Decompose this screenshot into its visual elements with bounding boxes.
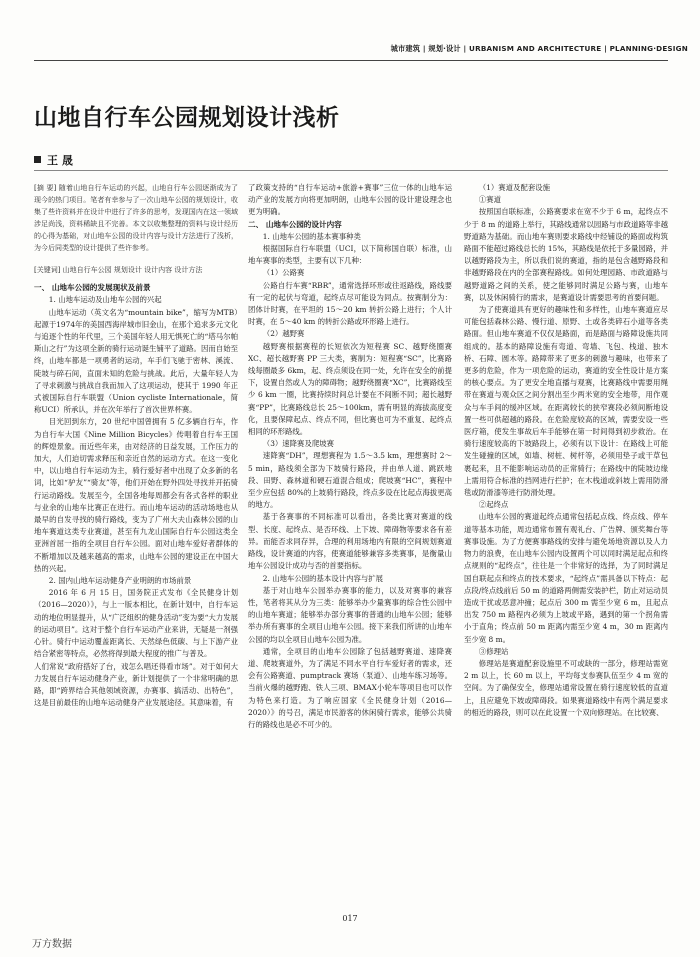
paragraph: 山地车运动（英文名为“mountain bike”，缩写为MTB）起源于1974年的美国西海岸城市旧金山，在那个追求多元文化与追逐个性的年代里，三个美国年轻人用无惧死亡的“塔马尔帕斯山之行”为这项全新的骑行运动诞生铺平了道路。因而自始至终，山地车都是一项勇者的运动，车手们飞驰于密林、溪流、陡坡与碎石间，直面未知的危险与挑战。此后，大量年轻人为了寻求刺激与挑战自我而加入了这项运动，使其于 1990 年正式被国际自行车联盟（Union cycliste Internationale，简称UCI）所承认，并在次年举行了首次世界杯赛。 [34,307,238,415]
page-number: 017 [342,914,358,923]
column-1 [34,182,238,709]
paragraph: 修理站是赛道配套设施里不可或缺的一部分，修理站需宽 2 m 以上，长 60 m 以上，平均每支参赛队伍至少 4 m 宽的空间。为了确保安全，修理站通常设置在骑行速度较低的直道上，且应避免下坡或障碍段。如果赛道路线中有两个满足要求的相近的路段，则可以在此设置一个双向修理站。在比较赛、 [464,658,668,717]
paragraph: ②起终点 [478,500,509,510]
column-1-body [34,282,238,709]
paragraph: （1）赛道及配套设施 [478,183,551,192]
paragraph: （2）越野赛 [262,329,305,339]
section-heading: 二、 山地车公园的设计内容 [248,219,342,229]
footer-watermark: 万方数据 [32,939,72,950]
author-square-icon [34,156,41,163]
paragraph: 目光回到东方，20 世纪中国曾拥有 5 亿多辆自行车，作为自行车大国《Nine Million Bicycles》传唱着自行车王国的辉煌景象。而近些年来，由对经济的日益发展，工作压力的加大，人们迫切需求释压和亲近自然的运动方式。在这一变化中，以山地自行车运动为主，骑行爱好者中出现了众多新的名词，比如“驴友”“骑友”等，他们开始在野外四处寻找并开拓骑行运动路线。发展至今，全国各地每周都会有各式各样的职业与业余的山地车比赛正在进行。而山地车运动的活动场地也从最早的自发寻找的骑行路线，变为了广州大夫山森林公园的山地车赛道这类专业赛道，甚至有九龙山国际自行车公园这类全亚洲首屈一指的全项目自行车公园。面对山地车爱好者群体的不断增加以及越来越高的需求，山地车公园的建设正在中国大热的兴起。 [34,417,238,573]
title-rule [34,170,668,171]
paragraph: （3）速降赛及爬坡赛 [262,439,335,449]
column-2 [248,182,452,731]
author-name: 王 晟 [47,154,73,167]
paragraph: 为了使赛道具有更好的趣味性和多样性，山地车赛道应尽可能包括森林公路、慢行道、原野、土或各类碎石小道等各类路面。但山地车赛道不仅仅是路面，而是路面与路障设施共同组成的。基本的路障设施有弯道、弯墙、飞包、栈道、独木桥、石障、圆木等。路障带来了更多的刺激与趣味，也带来了更多的危险，作为一项危险的运动，赛道的安全性设计是方案的核心要点。为了更安全地直播与观赛，比赛路线中需要用绳带在赛道与观众区之间分割出至少两米宽的安全地带，用作观众与车手间的缓冲区域。在距离较长的狭窄赛段必须间断地设置一些可供超越的路段。在危险度较高的区域，需要安设一些医疗箱，使发生事故后车手能够在第一时间得到初步救治。在骑行速度较高的下坡路段上，必须有以下设计：在路线上可能发生碰撞的区域，如墙、树桩、树杆等，必须用垫子或干草包裹起来，且不能影响运动员的正常骑行；在路线中的陡坡边缘上需用符合标准的挡网进行拦护；在木栈道或斜坡上需用防滑毯或防滑漆等进行防滑处理。 [464,305,668,498]
paragraph: （1）公路赛 [262,268,305,278]
paragraph: 了政策支持的“自行车运动+旅游+赛事”三位一体的山地车运动产业的发展方向将更加明朗，山地车公园的设计建设理念也更为明确。 [248,183,452,217]
paragraph: 公路自行车赛“RBR”，通常选择环形或往返路线，路线要有一定的起伏与弯道，起终点尽可能设为同点。按赛制分为：团体计时赛，在平坦的 15～20 km 转折公路上进行；个人计时赛，在 5～40 km 的转折公路或环形路上进行。 [248,280,452,327]
paragraph: 2. 山地车公园的基本设计内容与扩展 [262,573,384,583]
section-heading: 一、 山地车公园的发展现状及前景 [34,283,151,293]
column-3 [464,182,668,719]
paragraph: 2016 年 6 月 15 日，国务院正式发布《全民健身计划（2016—2020）》，与上一版本相比，在新计划中，自行车运动的地位明显提升，从“广泛组织的健身活动”变为要“大力发展的运动项目”。这对于整个自行车运动产业来讲，无疑是一剂强心针。骑行中运动覆盖距离长、天然绿色低碳、与上下游产业结合紧密等特点，必然将得到最大程度的推广与普及。 [34,588,238,659]
column-3-body [464,182,668,719]
author-line [34,152,73,168]
paragraph: ①赛道 [478,195,501,205]
paragraph: 基于各赛事的不同标准可以看出，各类比赛对赛道的线型、长度、起终点、是否环线、上下坡、障碍物等要求各有差异。而能否求同存异，合理的利用场地内有限的空间规划赛道路线，设计赛道的内容，使赛道能够兼容多类赛事，是衡量山地车公园设计成功与否的首要指标。 [248,512,452,571]
running-header: 城市建筑 | 规划·设计 | URBANISM AND ARCHITECTURE | PLANNING·DESIGN [390,44,688,53]
paragraph: ③修理站 [478,646,509,656]
paragraph: 1. 山地车公园的基本赛事种类 [262,231,361,241]
paragraph: 速降赛“DH”，理想赛程为 1.5～3.5 km，理想赛时 2～5 min，路线须全部为下坡骑行路段，并由单人道、跳跃地段、田野、森林道和硬石道混合组成；爬坡赛“HC”，赛程中至少应包括 80%的上坡骑行路段，终点多设在比起点海拔更高的地方。 [248,451,452,510]
column-2-body [248,182,452,731]
keywords: [关键词] 山地自行车公园 规划设计 设计内容 设计方法 [34,266,203,274]
paragraph: 越野赛根据赛程的长短依次为短程赛 SC、越野绕圈赛 XC、超长越野赛 PP 三大类，赛制为：短程赛“SC”，比赛路线每圈最多 6km，起、终点须设在同一处，允许在安全的前提下，设置自然或人为的障碍物；越野绕圈赛“XC”，比赛路线至少 6 km 一圈，比赛持续时间总计要在不间断不同；超长越野赛“PP”，比赛路线总长 25～100km，需有明显的海拔高度变化，且要保障起点、终点不同，但比赛也可为不重复、起终点相同的环形路线。 [248,341,452,437]
paragraph: 基于对山地车公园举办赛事的能力，以及对赛事的兼容性，笔者将其从分为三类：能够举办少量赛事的综合性公园中的山地车赛道；能够举办部分赛事的普通的山地车公园；能够举办所有赛事的全项目山地车公园。接下来我们所讲的山地车公园的均以全项目山地车公园为准。 [248,585,452,644]
paragraph: 人们常说“政府搭好了台，戏怎么唱还得看市场”。对于如何大力发展自行车运动健身产业，新计划提供了一个非常明确的思路，即“跨界结合其他领域资源，办赛事、搞活动、出特色”，这是目前最佳的山地车运动健身产业发展途径。其意味着，有 [34,661,238,708]
paragraph: 根据国际自行车联盟（UCI，以下简称国自联）标准，山地车赛事的类型，主要有以下几种： [248,244,452,266]
paragraph: 2. 国内山地车运动健身产业明朗的市场前景 [48,576,192,586]
header-rule [34,60,668,61]
paragraph: 1. 山地车运动及山地车公园的兴起 [48,295,162,305]
paragraph: 通常，全项目的山地车公园除了包括越野赛道、速降赛道、爬坡赛道外，为了满足不同水平自行车爱好者的需求，还会有公路赛道、pumptrack 赛场（泵道）、山地车练习场等。当前火爆的越野跑、铁人三项、BMAX小轮车等项目也可以作为特色来打造。为了响应国家《全民健身计划（2016—2020）》的号召，满足市民游客的休闲骑行需求，能够公共骑行的路线也是必不可少的。 [248,646,452,729]
abstract: [摘 要] 随着山地自行车运动的兴起，山地自行车公园逐渐成为了现今的热门项目。笔者有幸参与了一次山地车公园的规划设计，收集了些许资料并在设计中进行了许多的思考，发现国内在这一领域涉足尚浅，资料稀缺且不完善。本文以收集整理的资料与设计经历的心得为基础，对山地车公园的设计内容与设计方法进行了浅析，为今后同类型的设计提供了些许参考。 [34,184,238,252]
paragraph: 山地车公园的赛道起终点通常包括起点线、终点线、停车道等基本功能，周边通常布置有观礼台、广告牌、颁奖舞台等赛事设施。为了方便赛事路线的安排与避免场地资源以及人力物力的浪费，在山地车公园内设置两个可以同时满足起点和终点规则的“起终点”，往往是一个非常好的选择，为了同时满足国自联起点和终点的技术要求，“起终点”需具备以下特点：起点段/终点线前后 50 m 的道路两侧需安装护栏，防止对运动员造成干扰或恶意冲撞；起点后 300 m 需至少宽 6 m，且起点出发 750 m 路程内必须为上坡或平路，遇到的第一个拐角需小于直角；终点前 50 m 距离内需至少宽 4 m，30 m 距离内至少宽 8 m。 [464,512,668,644]
article-title: 山地自行车公园规划设计浅析 [34,105,340,131]
paragraph: 按照国自联标准，公路赛要求在宽不少于 6 m，起终点不少于 8 m 的道路上举行，其路线通常以园路与市政道路等非越野道路为基础。而山地车赛则要求路线中经铺设的路面或构筑路面不能超过路线总长的 15%，其路线是依托于多量园路，并以越野路段为主，所以我们说的赛道，指的是包含越野路段和非越野路段在内的全部赛程路线。如何处理园路、市政道路与越野道路之间的关系，使之能够同时满足公路与赛，山地车赛，以及休闲骑行的需求，是赛道设计需要思考的首要问题。 [464,207,668,302]
